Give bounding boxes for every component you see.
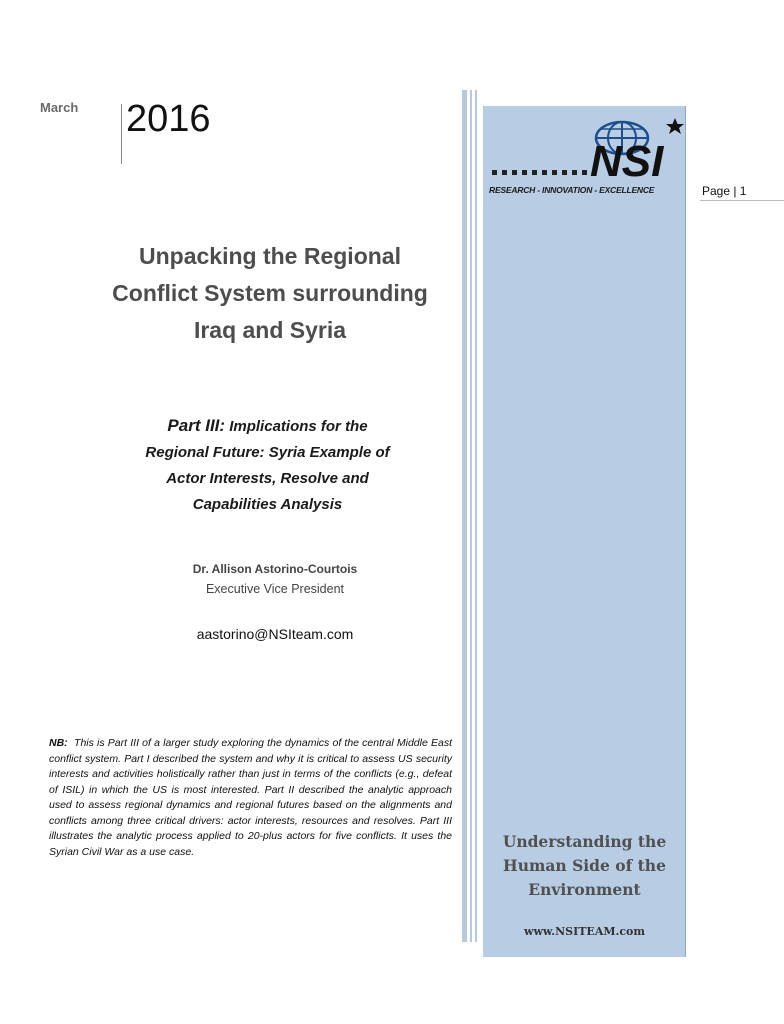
title-line: Conflict System surrounding [112, 280, 428, 306]
panel-motto [483, 830, 686, 902]
year-divider [121, 104, 122, 164]
part-label: Part III: [167, 416, 226, 435]
subtitle-line: Actor Interests, Resolve and [166, 470, 369, 487]
subtitle-line [110, 413, 425, 440]
dotted-line [492, 170, 587, 175]
subtitle-line: Regional Future: Syria Example of [145, 444, 390, 461]
page-number-rule [700, 200, 784, 201]
author-email: aastorino@NSIteam.com [196, 626, 354, 642]
study-note [49, 736, 452, 860]
report-year: 2016 [126, 98, 211, 140]
title-line: Unpacking the Regional [139, 243, 401, 269]
subtitle-line: Capabilities Analysis [192, 496, 343, 513]
logo-tagline: RESEARCH - INNOVATION - EXCELLENCE [489, 185, 655, 195]
decorative-rule [462, 90, 467, 942]
report-subtitle [110, 413, 425, 518]
author-role: Executive Vice President [205, 582, 345, 596]
decorative-rule [470, 90, 472, 942]
report-title [70, 238, 470, 349]
author-name: Dr. Allison Astorino-Courtois [192, 562, 358, 576]
motto-line: Human Side of the [503, 856, 666, 875]
subtitle-line-rest: Implications for the [229, 418, 368, 435]
note-label: NB: [49, 737, 68, 749]
page-number: Page | 1 [702, 184, 747, 198]
note-text: This is Part III of a larger study exploring the dynamics of the central Middle East conflict system. Part I described the system and why it is critical to assess US security interests and activities holistically rather than just in terms of the conflicts (e.g., defeat of ISIL) in which the US is most interested. Part II described the analytic approach used to assess regional dynamics and regional futures based on the alignments and conflicts among three critical drivers: actor interests, resources and resolves. Part III illustrates the analytic process applied to 20-plus actors for five conflicts. It uses the Syrian Civil War as a use case. [49, 737, 452, 858]
motto-line: Environment [528, 880, 641, 899]
title-line: Iraq and Syria [193, 317, 347, 343]
logo-text: NSI [590, 137, 664, 186]
motto-line: Understanding the [502, 832, 667, 851]
report-month: March [40, 100, 79, 115]
website-link[interactable]: www.NSITEAM.com [523, 925, 646, 938]
decorative-rule [475, 90, 477, 942]
star-icon [666, 118, 684, 134]
